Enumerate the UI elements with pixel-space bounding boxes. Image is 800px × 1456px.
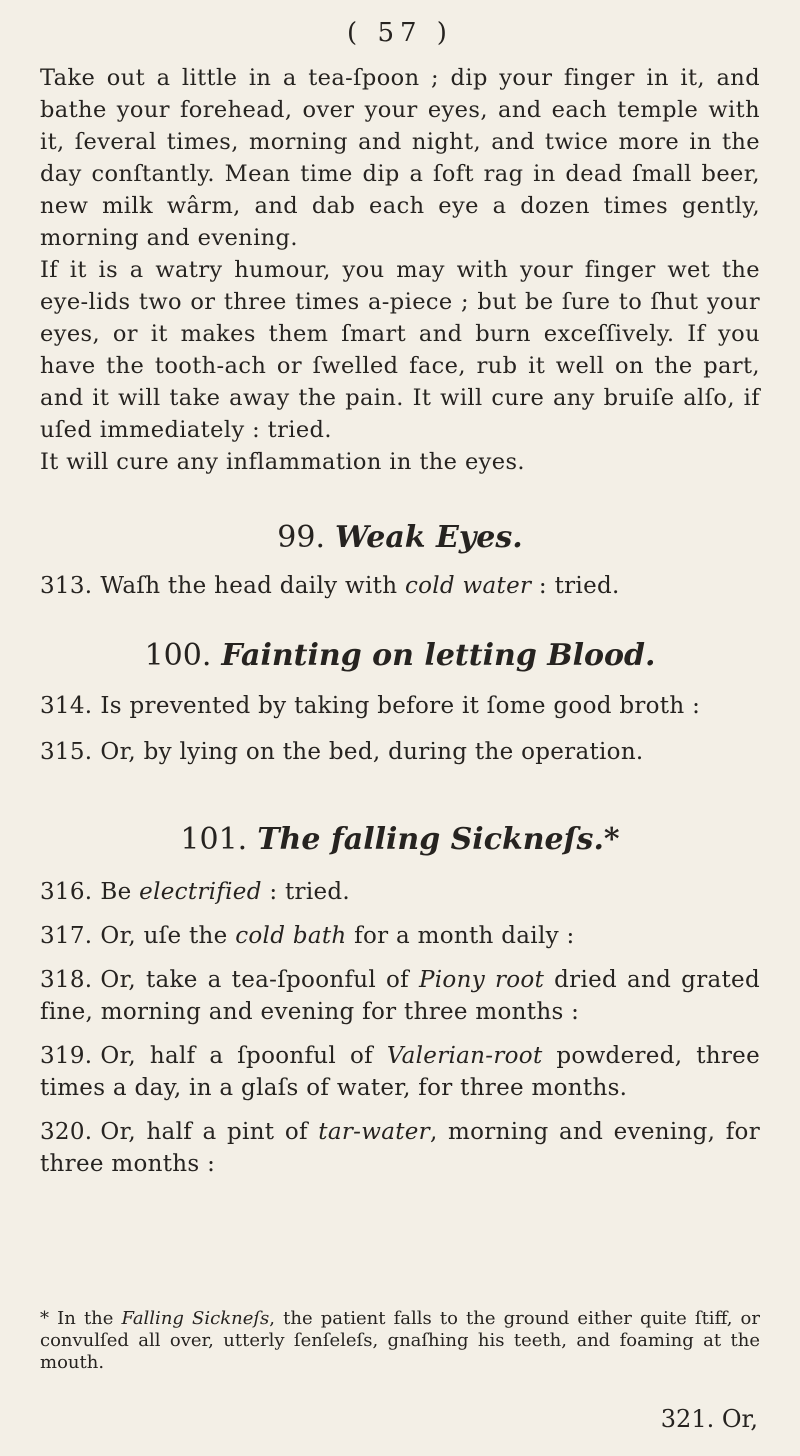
section-number: 100. bbox=[144, 638, 212, 673]
footnote-emphasis: Falling Sickneſs bbox=[121, 1308, 270, 1329]
intro-text bbox=[40, 62, 760, 478]
entry-text-end: for a month daily : bbox=[346, 923, 575, 949]
entry-number: 318. bbox=[40, 967, 93, 993]
section-heading-99 bbox=[0, 520, 800, 555]
entry-text-end: : tried. bbox=[531, 573, 620, 599]
section-100-entries bbox=[40, 690, 760, 768]
entry-number: 320. bbox=[40, 1119, 93, 1145]
entry-text: Or, by lying on the bed, during the operation. bbox=[100, 739, 644, 765]
entry-313 bbox=[40, 570, 760, 602]
entry-number: 317. bbox=[40, 923, 93, 949]
entry-emphasis: tar-water bbox=[318, 1119, 430, 1145]
section-title: Fainting on letting Blood. bbox=[221, 638, 656, 673]
intro-paragraph-1: Take out a little in a tea-ſpoon ; dip your finger in it, and bathe your forehead, over your eyes, and each temple with it, ſeveral times, morning and night, and twice more in the day conſtantly. Mean time dip a ſoft rag in dead ſmall beer, new milk wârm, and dab each eye a dozen times gently, morning and evening. bbox=[40, 65, 760, 251]
entry-317 bbox=[40, 920, 760, 952]
catchword: 321. Or, bbox=[660, 1405, 758, 1433]
entry-emphasis: Piony root bbox=[419, 967, 545, 993]
footnote-mark: * In the bbox=[40, 1308, 122, 1329]
footnote-body: , the patient falls to the ground either quite ſtiff, or convulſed all over, utterly ſenſeleſs, gnaſhing his teeth, and foaming at the mouth. bbox=[40, 1308, 760, 1373]
entry-emphasis: electrified bbox=[139, 879, 262, 905]
section-number: 101. bbox=[180, 822, 248, 857]
entry-text-end: powdered, three times a day, in a glaſs of water, for three months. bbox=[40, 1043, 760, 1101]
entry-text: Or, uſe the bbox=[100, 923, 236, 949]
section-title: Weak Eyes. bbox=[334, 520, 523, 555]
entry-text: Is prevented by taking before it ſome good broth : bbox=[100, 693, 701, 719]
entry-emphasis: cold water bbox=[404, 573, 532, 599]
entry-316 bbox=[40, 876, 760, 908]
footnote bbox=[40, 1308, 760, 1374]
entry-number: 316. bbox=[40, 879, 93, 905]
entry-number: 314. bbox=[40, 693, 93, 719]
page-number: ( 57 ) bbox=[347, 18, 453, 48]
entry-text-end: , morning and evening, for three months : bbox=[40, 1119, 760, 1177]
entry-318 bbox=[40, 964, 760, 1028]
entry-number: 319. bbox=[40, 1043, 93, 1069]
entry-text: Waſh the head daily with bbox=[100, 573, 405, 599]
section-99-entries bbox=[40, 570, 760, 602]
entry-number: 313. bbox=[40, 573, 93, 599]
entry-text-end: dried and grated fine, morning and evening for three months : bbox=[40, 967, 760, 1025]
section-heading-100 bbox=[0, 638, 800, 673]
entry-315 bbox=[40, 736, 760, 768]
intro-paragraph-3: It will cure any inflammation in the eyes. bbox=[40, 449, 525, 475]
section-title: The falling Sickneſs.* bbox=[257, 822, 620, 857]
entry-text: Or, take a tea-ſpoonful of bbox=[100, 967, 419, 993]
entry-emphasis: cold bath bbox=[235, 923, 347, 949]
entry-320 bbox=[40, 1116, 760, 1180]
section-heading-101 bbox=[0, 822, 800, 857]
entry-number: 315. bbox=[40, 739, 93, 765]
section-101-entries bbox=[40, 876, 760, 1180]
entry-emphasis: Valerian-root bbox=[386, 1043, 543, 1069]
section-number: 99. bbox=[277, 520, 325, 555]
entry-text: Or, half a pint of bbox=[100, 1119, 319, 1145]
entry-314 bbox=[40, 690, 760, 722]
entry-text: Be bbox=[100, 879, 140, 905]
entry-text-end: : tried. bbox=[261, 879, 351, 905]
intro-paragraph-2: If it is a watry humour, you may with your finger wet the eye-lids two or three times a-piece ; but be ſure to ſhut your eyes, or it makes them ſmart and burn exceſſively. If you have the tooth-ach or ſwelled face, rub it well on the part, and it will take away the pain. It will cure any bruiſe alſo, if uſed immediately : tried. bbox=[40, 257, 760, 443]
entry-319 bbox=[40, 1040, 760, 1104]
entry-text: Or, half a ſpoonful of bbox=[100, 1043, 387, 1069]
footnote-text bbox=[40, 1308, 760, 1374]
